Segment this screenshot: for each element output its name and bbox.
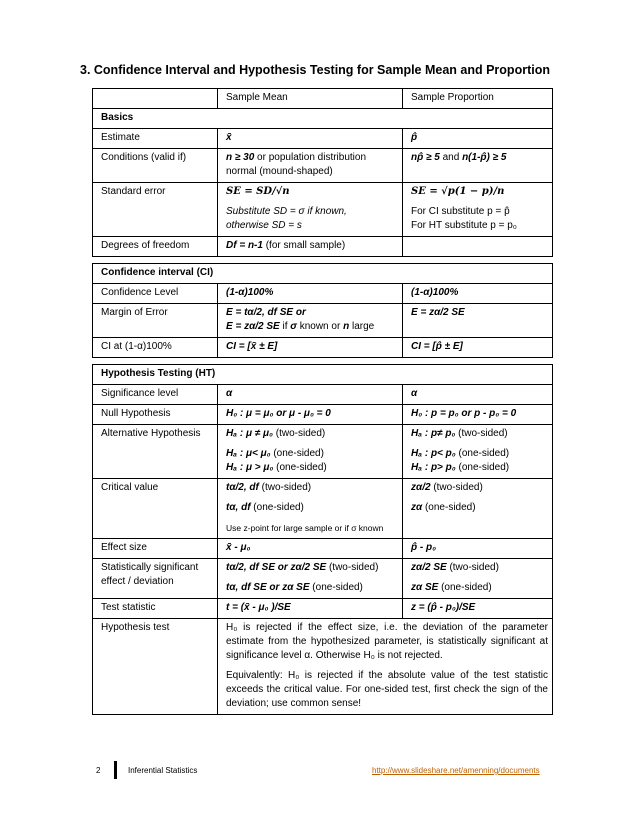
- stats-table: [92, 88, 553, 715]
- row-label: Margin of Error: [93, 304, 218, 338]
- row-label: Degrees of freedom: [93, 237, 218, 257]
- row-label: Null Hypothesis: [93, 405, 218, 425]
- row-label: Statistically significant effect / deviation: [93, 559, 218, 599]
- table-row: [93, 479, 553, 539]
- table-row: [93, 183, 553, 237]
- cell-mean: tα/2, df (two-sided) tα, df (one-sided) Use z-point for large sample or if σ known: [218, 479, 403, 539]
- cell-prop: (1-α)100%: [403, 284, 553, 304]
- cell-prop: [403, 237, 553, 257]
- se-prop-formula: SE = √p(1 − p)/n: [411, 186, 505, 197]
- row-label: Effect size: [93, 539, 218, 559]
- page-title: 3. Confidence Interval and Hypothesis Testing for Sample Mean and Proportion: [80, 63, 550, 77]
- cell-mean: E = tα/2, df SE or E = zα/2 SE if σ known or n large: [218, 304, 403, 338]
- cell-mean: α: [218, 385, 403, 405]
- cell-prop: α: [403, 385, 553, 405]
- table-row: [93, 129, 553, 149]
- cell-prop: zα/2 (two-sided) zα (one-sided): [403, 479, 553, 539]
- section-ci: Confidence interval (CI): [93, 264, 553, 284]
- cell-prop: CI = [p̂ ± E]: [403, 338, 553, 358]
- cell-mean: x̄ - μ₀: [218, 539, 403, 559]
- table-row: [93, 599, 553, 619]
- table-row: [93, 149, 553, 183]
- footer-link[interactable]: http://www.slideshare.net/amenning/documents: [372, 766, 540, 775]
- section-row: [93, 109, 553, 129]
- section-basics: Basics: [93, 109, 553, 129]
- row-label: Hypothesis test: [93, 619, 218, 715]
- row-label: Estimate: [93, 129, 218, 149]
- cell-prop: Hₐ : p≠ p₀ (two-sided) Hₐ : p< p₀ (one-sided) Hₐ : p> p₀ (one-sided): [403, 425, 553, 479]
- cell-mean: Df = n-1 (for small sample): [218, 237, 403, 257]
- table-header-row: [93, 89, 553, 109]
- cell-prop: np̂ ≥ 5 and n(1-p̂) ≥ 5: [403, 149, 553, 183]
- page-number: 2: [96, 766, 101, 775]
- cell-mean: (1-α)100%: [218, 284, 403, 304]
- table-row: [93, 619, 553, 715]
- table-row: [93, 237, 553, 257]
- row-label: Standard error: [93, 183, 218, 237]
- cell-mean: CI = [x̄ ± E]: [218, 338, 403, 358]
- table-row: [93, 338, 553, 358]
- table-row: [93, 405, 553, 425]
- cell-prop: z = (p̂ - p₀)/SE: [403, 599, 553, 619]
- row-label: Test statistic: [93, 599, 218, 619]
- section-ht: Hypothesis Testing (HT): [93, 365, 553, 385]
- cell-prop: H₀ : p = p₀ or p - p₀ = 0: [403, 405, 553, 425]
- cell-prop: p̂: [403, 129, 553, 149]
- row-label: CI at (1-α)100%: [93, 338, 218, 358]
- footer-divider: [114, 761, 117, 779]
- table-row: [93, 385, 553, 405]
- table-row: [93, 304, 553, 338]
- cell-prop: E = zα/2 SE: [403, 304, 553, 338]
- se-mean-formula: SE = SD/√n: [226, 186, 290, 197]
- cell-prop: p̂ - p₀: [403, 539, 553, 559]
- cell-mean: n ≥ 30 or population distribution normal (mound-shaped): [218, 149, 403, 183]
- cell-hypothesis-text: H₀ is rejected if the effect size, i.e. the deviation of the parameter estimate from the hypothesized parameter, is statistically significant at significance level α. Otherwise H₀ is not rejected. Equivalently: H₀ is rejected if the absolute value of the test statistic exceeds the critical value. For one-sided test, first check the sign of the deviation; use common sense!: [218, 619, 553, 715]
- row-label: Critical value: [93, 479, 218, 539]
- row-label: Conditions (valid if): [93, 149, 218, 183]
- header-sample-proportion: Sample Proportion: [403, 89, 553, 109]
- table-row: [93, 284, 553, 304]
- row-label: Confidence Level: [93, 284, 218, 304]
- section-row: [93, 264, 553, 284]
- cell-prop: SE = √p(1 − p)/n For CI substitute p = p̂ For HT substitute p = p₀: [403, 183, 553, 237]
- cell-mean: t = (x̄ - μ₀ )/SE: [218, 599, 403, 619]
- table-row: [93, 539, 553, 559]
- section-row: [93, 365, 553, 385]
- cell-mean: Hₐ : μ ≠ μ₀ (two-sided) Hₐ : μ< μ₀ (one-sided) Hₐ : μ > μ₀ (one-sided): [218, 425, 403, 479]
- cell-mean: tα/2, df SE or zα/2 SE (two-sided) tα, df SE or zα SE (one-sided): [218, 559, 403, 599]
- cell-prop: zα/2 SE (two-sided) zα SE (one-sided): [403, 559, 553, 599]
- cell-mean: H₀ : μ = μ₀ or μ - μ₀ = 0: [218, 405, 403, 425]
- header-sample-mean: Sample Mean: [218, 89, 403, 109]
- table-row: [93, 425, 553, 479]
- footer-doc-title: Inferential Statistics: [128, 766, 198, 775]
- cell-mean: x̄: [218, 129, 403, 149]
- table-row: [93, 559, 553, 599]
- row-label: Alternative Hypothesis: [93, 425, 218, 479]
- cell-mean: SE = SD/√n Substitute SD = σ if known, otherwise SD = s: [218, 183, 403, 237]
- row-label: Significance level: [93, 385, 218, 405]
